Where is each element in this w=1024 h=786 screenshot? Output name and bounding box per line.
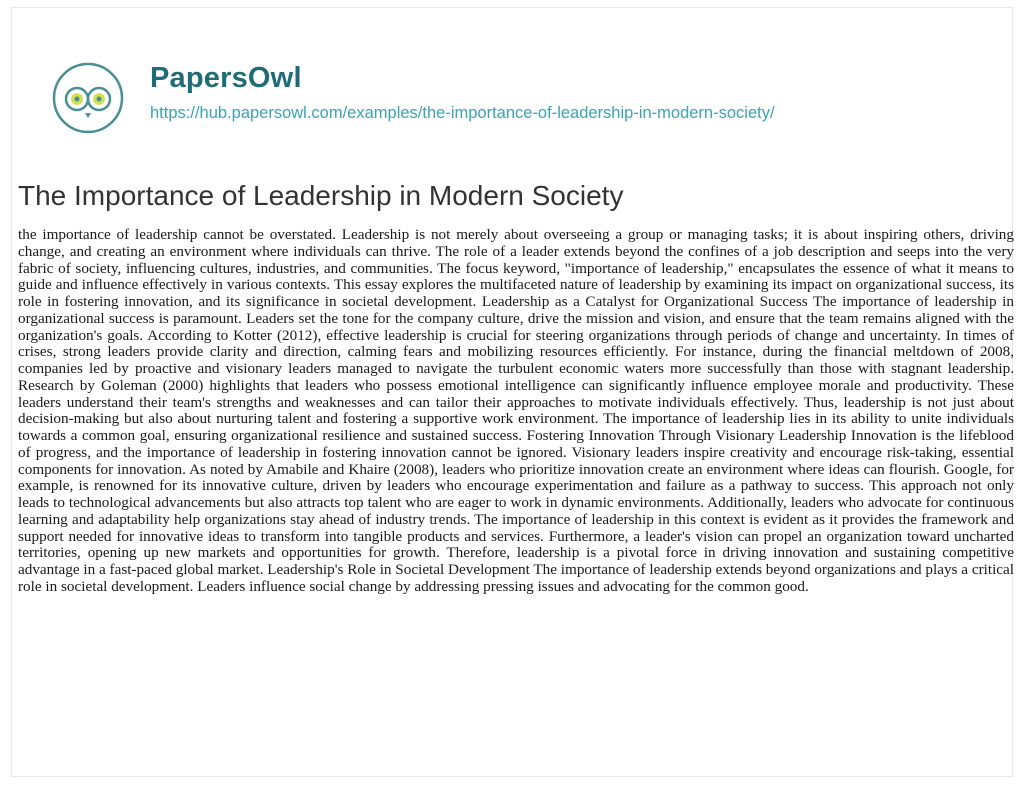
header [52,36,992,146]
document-page [12,8,1012,776]
article-body: the importance of leadership cannot be overstated. Leadership is not merely about overseeing a group or managing tasks; it is about inspiring others, driving change, and creating an environment where individuals can thrive. The role of a leader extends beyond the confines of a job description and seeps into the very fabric of society, influencing cultures, industries, and communities. The focus keyword, "importance of leadership," encapsulates the essence of what it means to guide and influence effectively in various contexts. This essay explores the multifaceted nature of leadership by examining its impact on organizational success, its role in fostering innovation, and its significance in societal development. Leadership as a Catalyst for Organizational Success The importance of leadership in organizational success is paramount. Leaders set the tone for the company culture, drive the mission and vision, and ensure that the team remains aligned with the organization's goals. According to Kotter (2012), effective leadership is crucial for steering organizations through periods of change and uncertainty. In times of crises, strong leaders provide clarity and direction, calming fears and mobilizing resources efficiently. For instance, during the financial meltdown of 2008, companies led by proactive and visionary leaders managed to navigate the turbulent economic waters more successfully than those with stagnant leadership. Research by Goleman (2000) highlights that leaders who possess emotional intelligence can significantly influence employee morale and productivity. These leaders understand their team's strengths and weaknesses and can tailor their approaches to motivate individuals effectively. Thus, leadership is not just about decision-making but also about nurturing talent and fostering a supportive work environment. The importance of leadership lies in its ability to unite individuals towards a common goal, ensuring organizational resilience and sustained success. Fostering Innovation Through Visionary Leadership Innovation is the lifeblood of progress, and the importance of leadership in fostering innovation cannot be ignored. Visionary leaders inspire creativity and encourage risk-taking, essential components for innovation. As noted by Amabile and Khaire (2008), leaders who prioritize innovation create an environment where ideas can flourish. Google, for example, is renowned for its innovative culture, driven by leaders who encourage experimentation and failure as a pathway to success. This approach not only leads to technological advancements but also attracts top talent who are eager to work in dynamic environments. Additionally, leaders who advocate for continuous learning and adaptability help organizations stay ahead of industry trends. The importance of leadership in this context is evident as it provides the framework and support needed for innovative ideas to transform into tangible products and services. Furthermore, a leader's vision can propel an organization toward uncharted territories, opening up new markets and opportunities for growth. Therefore, leadership is a pivotal force in driving innovation and sustaining competitive advantage in a fast-paced global market. Leadership's Role in Societal Development The importance of leadership extends beyond organizations and plays a critical role in societal development. Leaders influence social change by addressing pressing issues and advocating for the common good. [18,226,1014,595]
brand-name: PapersOwl [150,62,302,94]
source-url-link[interactable]: https://hub.papersowl.com/examples/the-importance-of-leadership-in-modern-society/ [150,104,775,122]
owl-eyes-icon [52,62,124,134]
page-title: The Importance of Leadership in Modern Society [18,180,624,211]
